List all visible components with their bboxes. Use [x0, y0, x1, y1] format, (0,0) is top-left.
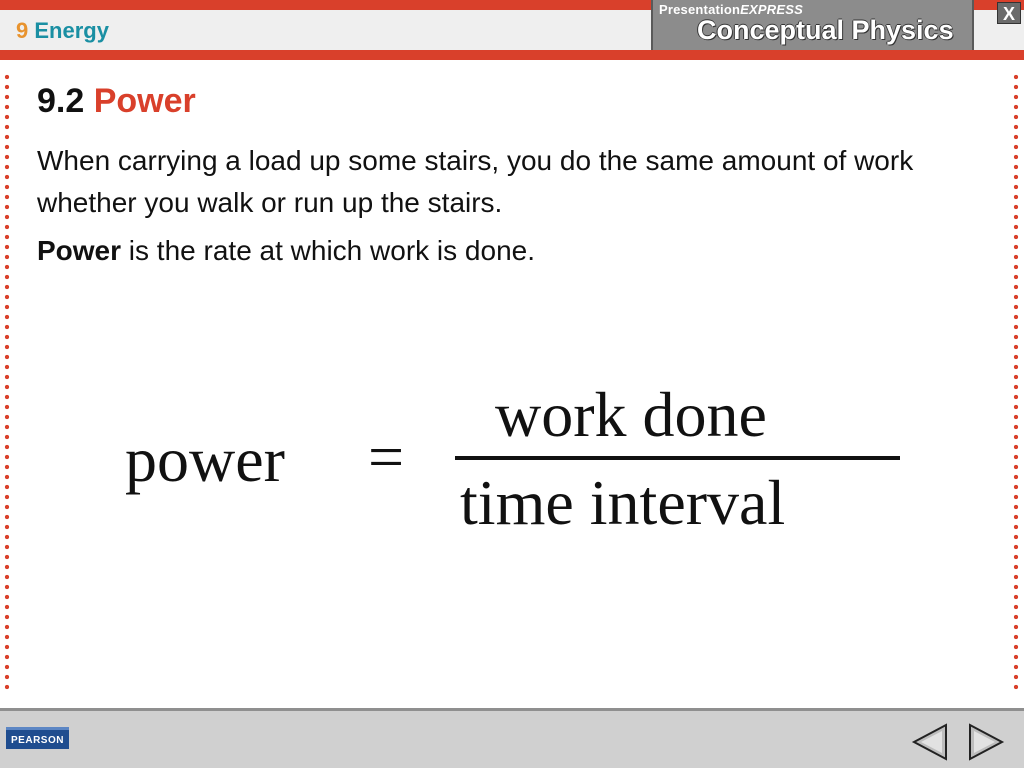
body-paragraph-2 — [37, 230, 937, 272]
right-arrow-icon — [966, 722, 1006, 762]
product-brand — [651, 0, 974, 50]
close-button[interactable]: X — [997, 2, 1021, 24]
pearson-logo: PEARSON — [6, 727, 69, 749]
brand-subtitle-em: EXPRESS — [740, 2, 803, 17]
brand-title: Conceptual Physics — [697, 15, 954, 45]
definition-term: Power — [37, 235, 122, 266]
slide-footer — [0, 708, 1024, 768]
left-dotted-border — [4, 72, 10, 692]
equation-numerator: work done — [495, 379, 767, 450]
right-dotted-border — [1013, 72, 1019, 692]
power-equation — [120, 378, 920, 548]
chapter-number: 9 — [16, 18, 29, 43]
body-paragraph-1: When carrying a load up some stairs, you do the same amount of work whether you walk or run up the stairs. — [37, 145, 914, 218]
equation-left-side: power — [125, 424, 285, 495]
header-bottom-rule — [0, 50, 1024, 60]
slide-header — [0, 0, 1024, 62]
definition-text: is the rate at which work is done. — [121, 235, 536, 266]
chapter-label — [16, 18, 109, 44]
equals-sign: = — [368, 421, 405, 492]
previous-slide-button[interactable] — [910, 722, 950, 762]
slide-title — [37, 82, 196, 121]
fraction-bar — [455, 456, 900, 460]
brand-subtitle-plain: Presentation — [659, 2, 741, 17]
section-number: 9.2 — [37, 82, 85, 120]
left-arrow-icon — [910, 722, 950, 762]
next-slide-button[interactable] — [966, 722, 1006, 762]
equation-denominator: time interval — [460, 467, 786, 538]
chapter-title: Energy — [34, 18, 109, 43]
section-title: Power — [93, 82, 196, 120]
